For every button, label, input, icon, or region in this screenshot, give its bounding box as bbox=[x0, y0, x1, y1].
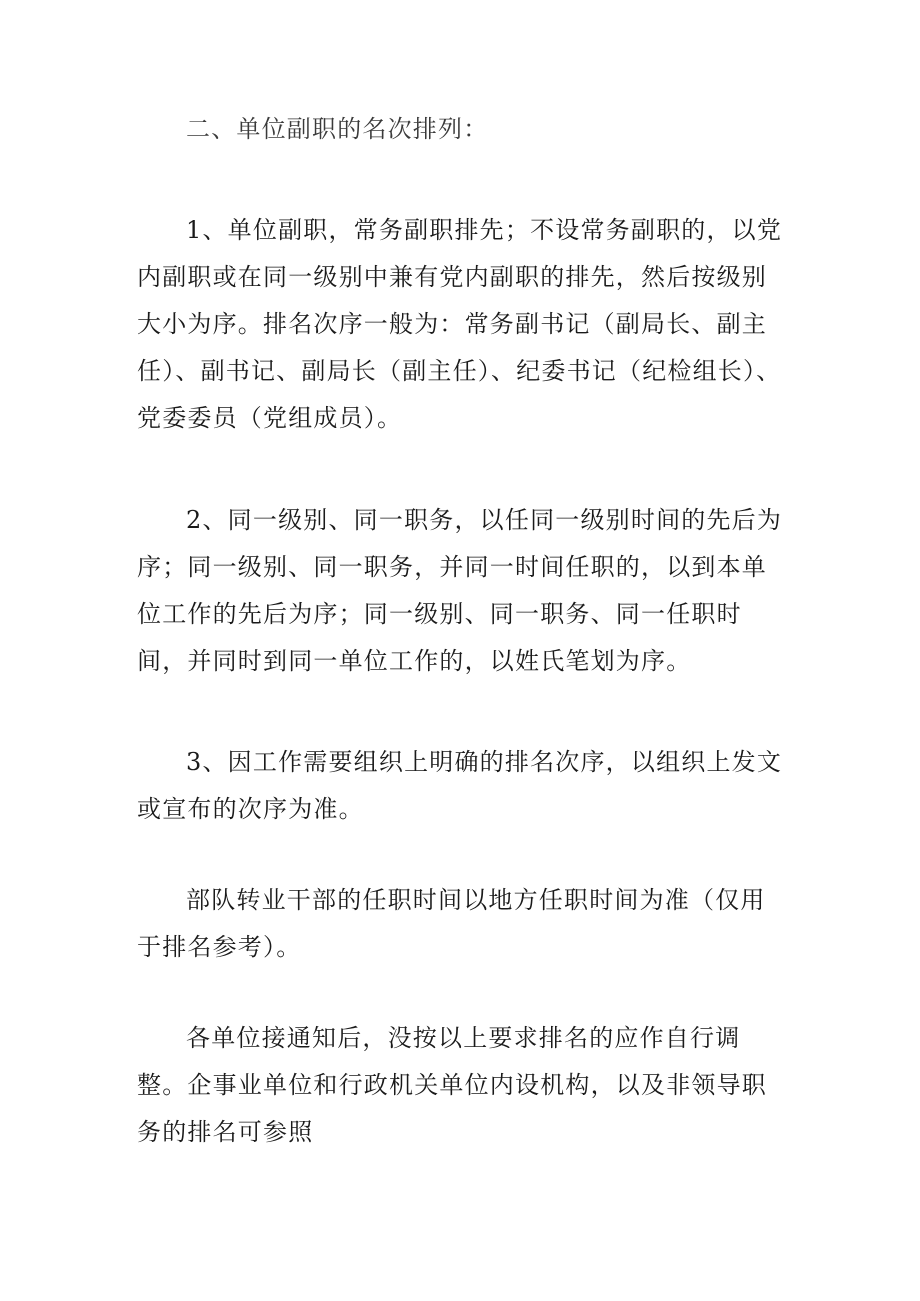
paragraph-rule-1: 1、单位副职，常务副职排先；不设常务副职的，以党内副职或在同一级别中兼有党内副职的排先，然后按级别大小为序。排名次序一般为：常务副书记（副局长、副主任）、副书记、副局长（副主任）、纪委书记（纪检组长）、党委委员（党组成员）。 bbox=[137, 216, 783, 432]
paragraph-military-note: 部队转业干部的任职时间以地方任职时间为准（仅用于排名参考）。 bbox=[137, 886, 766, 961]
section-heading: 二、单位副职的名次排列： bbox=[186, 115, 489, 143]
paragraph-rule-3: 3、因工作需要组织上明确的排名次序，以组织上发文或宣布的次序为准。 bbox=[137, 748, 783, 823]
paragraph-rule-2: 2、同一级别、同一职务，以任同一级别时间的先后为序；同一级别、同一职务，并同一时间任职的，以到本单位工作的先后为序；同一级别、同一职务、同一任职时间，并同时到同一单位工作的，以姓氏笔划为序。 bbox=[137, 506, 783, 675]
paragraph-adjustment-note: 各单位接通知后，没按以上要求排名的应作自行调整。企事业单位和行政机关单位内设机构，以及非领导职务的排名可参照 bbox=[137, 1024, 767, 1146]
